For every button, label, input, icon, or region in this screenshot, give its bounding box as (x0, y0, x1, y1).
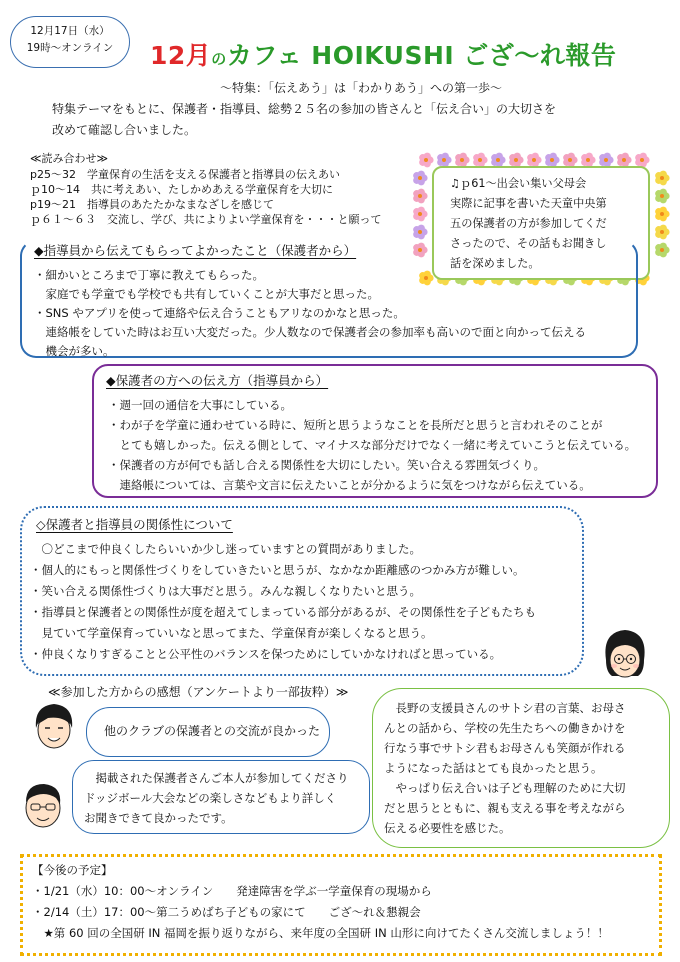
section2-heading: ◆保護者の方への伝え方（指導員から） (106, 373, 329, 388)
section1-line: 連絡帳をしていた時はお互い大変だった。少人数なので保護者会の参加率も高いので面と向かって伝える (34, 325, 586, 339)
intro-text (52, 99, 642, 141)
comment-line: ドッジボール大会などの楽しさなどもより詳しく (84, 791, 337, 805)
comment-line: ようになった話はとても良かったと思う。 (384, 761, 603, 775)
title-main: カフェ HOIKUSHI ござ～れ報告 (226, 41, 617, 70)
section1-line: ・SNS やアプリを使って連絡や伝え合うこともアリなのかなと思った。 (34, 306, 405, 320)
section2-line: ・週一回の通信を大事にしている。 (108, 398, 292, 412)
comment-line: やっぱり伝え合いは子ども理解のために大切 (384, 781, 626, 795)
woman-icon (598, 626, 652, 686)
section1-body (34, 266, 586, 361)
event-date: 12月17日（水） (30, 25, 110, 37)
comment-line: 伝える必要性を感じた。 (384, 821, 511, 835)
page-title (150, 36, 616, 72)
section2-line: とても嬉しかった。伝える側として、マイナスな部分だけでなく一緒に考えていこうと伝えている。 (108, 438, 637, 452)
event-time: 19時～オンライン (26, 42, 114, 54)
flower-note-line: 話を深めました。 (450, 257, 540, 270)
flower-note-line: 五の保護者の方が参加してくだ (450, 217, 607, 230)
future-line: ・1/21（水）10：00～オンライン 発達障害を学ぶ一学童保育の現場から (32, 884, 432, 898)
future-line: ★第 60 回の全国研 IN 福岡を振り返りながら、来年度の全国研 IN 山形に向けてたくさん交流しましょう！！ (32, 926, 609, 940)
comment-text: 他のクラブの保護者との交流が良かった (104, 724, 321, 738)
section3-heading: ◇保護者と指導員の関係性について (36, 517, 233, 532)
flower-note-line: さったので、その話もお聞きし (450, 237, 607, 250)
comment-line: お聞きできて良かったです。 (84, 811, 233, 825)
future-line: ・2/14（土）17：00～第二うめばち子どもの家にて ござ～れ＆懇親会 (32, 905, 421, 919)
survey-heading: ≪参加した方からの感想（アンケートより一部抜粋）≫ (48, 685, 349, 699)
person-icon (14, 776, 72, 836)
person-icon (26, 698, 82, 756)
section1-line: 家庭でも学童でも学校でも共有していくことが大事だと思った。 (34, 287, 379, 301)
reading-list (30, 167, 382, 227)
section1-line: 機会が多い。 (34, 344, 115, 358)
future-schedule (32, 860, 609, 944)
section2-body (108, 395, 636, 495)
reading-item: ｐ10～14 共に考えあい、たしかめあえる学童保育を大切に (30, 183, 333, 196)
comment-text (84, 768, 349, 828)
comment-line: んとの話から、学校の先生たちへの働きかけを (384, 721, 626, 735)
section3-line: 見ていて学童保育っていいなと思ってまた、学童保育が楽しくなると思う。 (30, 626, 433, 640)
comment-line: 長野の支援員さんのサトシ君の言葉、お母さ (384, 701, 626, 715)
flower-note-line: ♫ｐ61～出会い集い父母会 (450, 177, 587, 190)
date-badge (10, 16, 130, 68)
section3-line: ・笑い合える関係性づくりは大事だと思う。みんな親しくなりたいと思う。 (30, 584, 421, 598)
section3-line: ・個人的にもっと関係性づくりをしていきたいと思うが、なかなか距離感のつかみ方が難しい。 (30, 563, 525, 577)
title-no: の (211, 50, 227, 68)
flower-note-line: 実際に記事を書いた天童中央第 (450, 197, 607, 210)
intro-line: 特集テーマをもとに、保護者・指導員、総勢２５名の参加の皆さんと「伝え合い」の大切さを (52, 102, 557, 116)
section2-line: ・わが子を学童に通わせている時に、短所と思うようなことを長所だと思うと言われそのことが (108, 418, 603, 432)
title-month: 12月 (150, 41, 212, 70)
comment-line: 掲載された保護者さんご本人が参加してくださり (84, 771, 349, 785)
intro-line: 改めて確認し合いました。 (52, 123, 197, 137)
comment-line: だと思うとともに、親も支える事を考えながら (384, 801, 626, 815)
subtitle: ～特集：「伝えあう」は「わかりあう」への第一歩～ (220, 81, 503, 95)
section1-heading: ◆指導員から伝えてもらってよかったこと（保護者から） (34, 243, 357, 258)
reading-item: p19～21 指導員のあたたかなまなざしを感じて (30, 198, 274, 211)
section2-line: 連絡帳については、言葉や文言に伝えたいことが分かるように気をつけながら伝えている。 (108, 478, 591, 492)
future-heading: 【今後の予定】 (32, 863, 113, 877)
reading-item: ｐ６１～６３ 交流し、学び、共によりよい学童保育を・・・と願って (30, 213, 382, 226)
comment-text (384, 698, 626, 838)
section1-line: ・細かいところまで丁寧に教えてもらった。 (34, 268, 264, 282)
section3-line: 〇どこまで仲良くしたらいいか少し迷っていますとの質問がありました。 (30, 542, 421, 556)
comment-line: 行なう事でサトシ君もお母さんも笑顔が作れる (384, 741, 626, 755)
section3-line: ・仲良くなりすぎることと公平性のバランスを保つためにしていかなければと思っている。 (30, 647, 502, 661)
section3-line: ・指導員と保護者との関係性が度を超えてしまっている部分があるが、その関係性を子どもたちも (30, 605, 536, 619)
reading-item: p25～32 学童保育の生活を支える保護者と指導員の伝えあい (30, 168, 340, 181)
section3-body (30, 539, 536, 665)
reading-heading: ≪読み合わせ≫ (30, 152, 109, 165)
section2-line: ・保護者の方が何でも話し合える関係性を大切にしたい。笑い合える雰囲気づくり。 (108, 458, 545, 472)
